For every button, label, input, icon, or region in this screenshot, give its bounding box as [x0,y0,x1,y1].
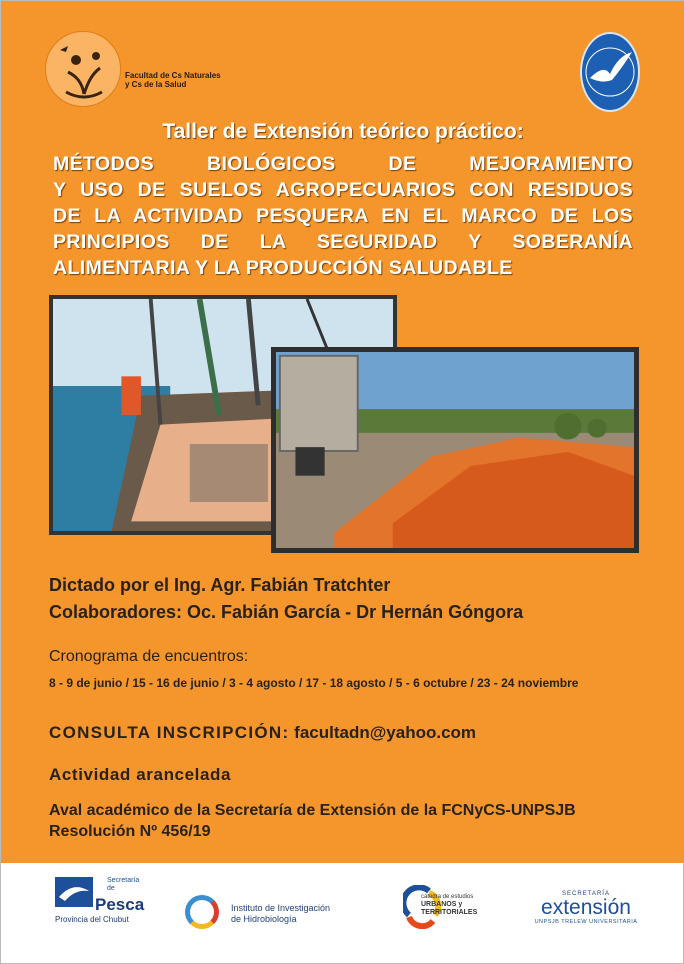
extension-word: extensión [541,896,631,919]
university-seal-logo [580,32,640,112]
pesca-chubut-logo [55,877,145,927]
subtitle-line: MÉTODOS BIOLÓGICOS DE MEJORAMIENTO [53,153,633,175]
workshop-title: Taller de Extensión teórico práctico: [162,120,524,143]
pesca-name: Pesca [95,895,145,914]
extension-logo [531,891,641,933]
contact-email[interactable]: facultadn@yahoo.com [294,723,477,742]
catedra-line1: cátedra de estudios [421,894,474,900]
lecturer-line: Dictado por el Ing. Agr. Fabián Tratchter [49,575,391,595]
extension-bottom: UNPSJB TRELEW UNIVERSITARIA [534,919,638,925]
iih-name [231,903,351,925]
workshop-subtitle [53,151,633,281]
catedra-name [421,893,521,917]
subtitle-line: ALIMENTARIA Y LA PRODUCCIÓN SALUDABLE [53,257,513,279]
iih-line2: de Hidrobiología [231,914,297,924]
catedra-urbanos-logo [403,885,503,933]
subtitle-line: Y USO DE SUELOS AGROPECUARIOS CON RESIDUOS [53,179,633,201]
catedra-line2: URBANOS y [421,901,463,908]
extension-top: SECRETARÍA [562,891,610,897]
shrimp-waste-truck-photo [271,347,639,553]
collaborators-line: Colaboradores: Oc. Fabián García - Dr Hernán Góngora [49,602,524,622]
faculty-name-line2: y Cs de la Salud [125,80,187,89]
endorsement-line1: Aval académico de la Secretaría de Extensión de la FCNyCS-UNPSJB [49,802,576,819]
fee-note: Actividad arancelada [49,765,232,784]
pesca-secretaria: Secretaría de [107,877,140,892]
faculty-name-line1: Facultad de Cs Naturales [125,71,221,80]
subtitle-line: PRINCIPIOS DE LA SEGURIDAD Y SOBERANÍA [53,231,633,253]
schedule-title: Cronograma de encuentros: [49,648,249,665]
subtitle-line: DE LA ACTIVIDAD PESQUERA EN EL MARCO DE LOS [53,205,633,227]
schedule-dates: 8 - 9 de junio / 15 - 16 de junio / 3 - 4 agosto / 17 - 18 agosto / 5 - 6 octubre / 23 - 24 noviembre [49,676,579,690]
iih-logo [185,893,345,933]
catedra-line3: TERRITORIALES [421,909,478,916]
orange-panel [1,1,684,863]
contact-line [49,723,649,743]
iih-emblem-icon [185,895,219,929]
endorsement-line2: Resolución Nº 456/19 [49,823,211,840]
endorsement [49,800,649,842]
iih-line1: Instituto de Investigación [231,903,331,913]
pesca-emblem-icon [55,877,93,907]
contact-label: CONSULTA INSCRIPCIÓN: [49,723,290,742]
faculty-name [125,71,265,89]
faculty-logo [45,31,121,107]
pesca-province: Provincia del Chubut [55,915,129,924]
